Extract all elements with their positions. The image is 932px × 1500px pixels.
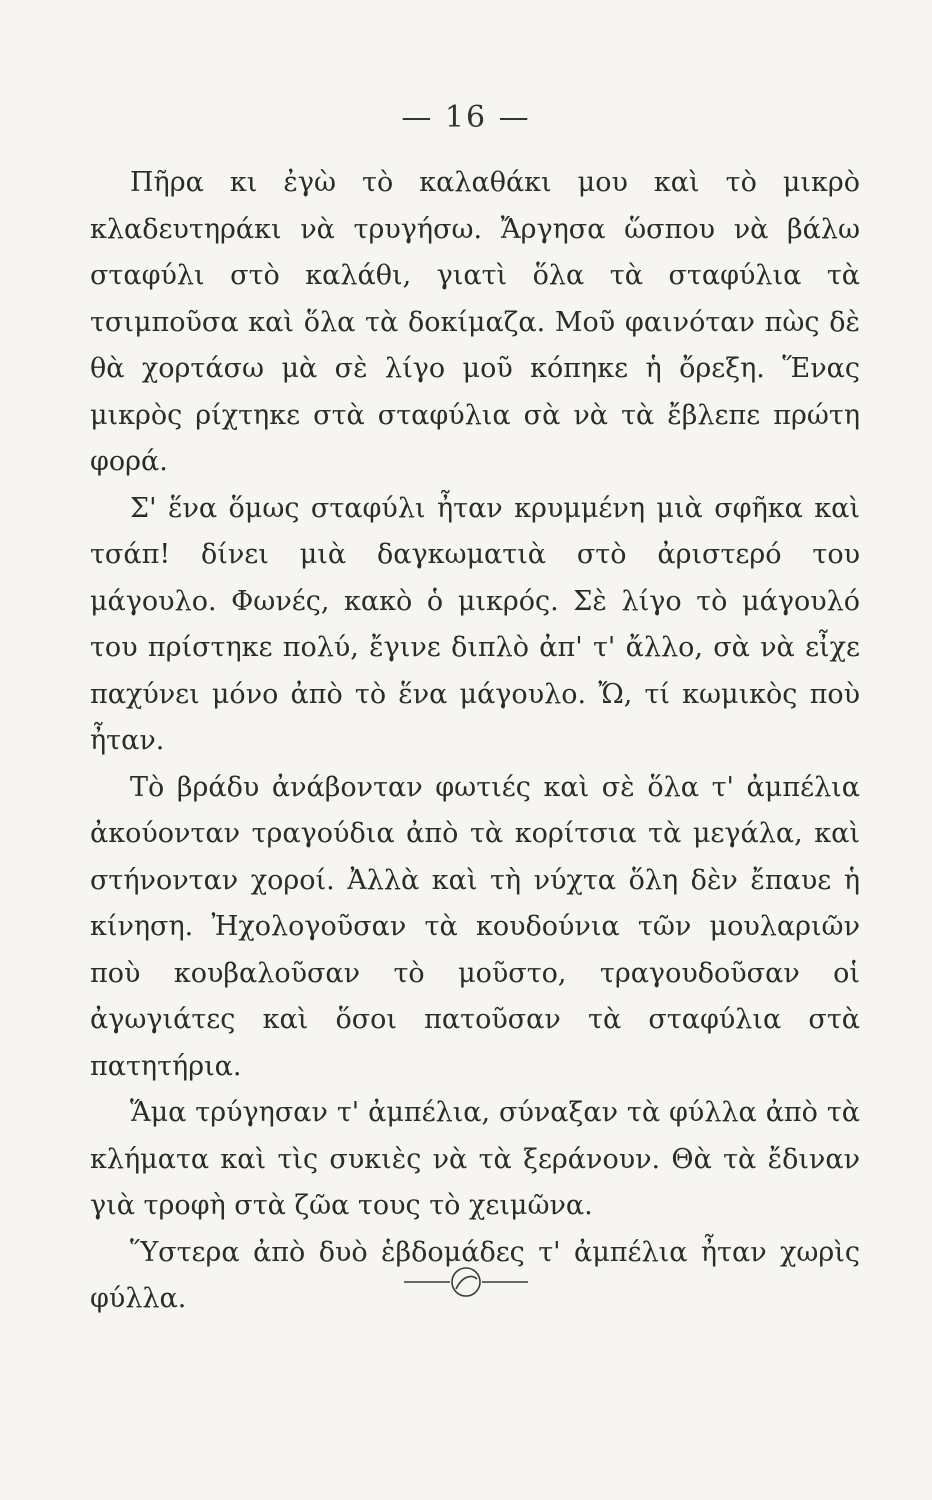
paragraph-4: Ἅμα τρύγησαν τ' ἀμπέλια, σύναξαν τὰ φύλλα ἀπὸ τὰ κλήματα καὶ τὶς συκιὲς νὰ τὰ ξεράνουν. Θὰ τὰ ἔδιναν γιὰ τροφὴ στὰ ζῶα τους τὸ χειμῶνα.: [90, 1097, 860, 1221]
paragraph-5: Ὕστερα ἀπὸ δυὸ ἑβδομάδες τ' ἀμπέλια ἦταν χωρὶς φύλλα.: [90, 1236, 860, 1314]
paragraph-2: Σ' ἕνα ὅμως σταφύλι ἦταν κρυμμένη μιὰ σφῆκα καὶ τσάπ! δίνει μιὰ δαγκωματιὰ στὸ ἀριστερό του μάγουλο. Φωνές, κακὸ ὁ μικρός. Σὲ λίγο τὸ μάγουλό του πρίστηκε πολύ, ἔγινε διπλὸ ἀπ' τ' ἄλλο, σὰ νὰ εἶχε παχύνει μόνο ἀπὸ τὸ ἕνα μάγουλο. Ὤ, τί κωμικὸς ποὺ ἦταν.: [90, 492, 860, 756]
divider-ornament-icon: [0, 1262, 932, 1302]
paragraph-3: Τὸ βράδυ ἀνάβονταν φωτιές καὶ σὲ ὅλα τ' ἀμπέλια ἀκούονταν τραγούδια ἀπὸ τὰ κορίτσια τὰ μεγάλα, καὶ στήνονταν χοροί. Ἀλλὰ καὶ τὴ νύχτα ὅλη δὲν ἔπαυε ἡ κίνηση. Ἠχολογοῦσαν τὰ κουδούνια τῶν μουλαριῶν ποὺ κουβαλοῦσαν τὸ μοῦστο, τραγουδοῦσαν οἱ ἀγωγιάτες καὶ ὅσοι πατοῦσαν τὰ σταφύλια στὰ πατητήρια.: [90, 771, 860, 1082]
paragraph-1: Πῆρα κι ἐγὼ τὸ καλαθάκι μου καὶ τὸ μικρὸ κλαδευτηράκι νὰ τρυγήσω. Ἄργησα ὥσπου νὰ βάλω σταφύλι στὸ καλάθι, γιατὶ ὅλα τὰ σταφύλια τὰ τσιμποῦσα καὶ ὅλα τὰ δοκίμαζα. Μοῦ φαινόταν πὼς δὲ θὰ χορτάσω μὰ σὲ λίγο μοῦ κόπηκε ἡ ὄρεξη. Ἕνας μικρὸς ρίχτηκε στὰ σταφύλια σὰ νὰ τὰ ἔβλεπε πρώτη φορά.: [90, 167, 860, 477]
body-text: [90, 160, 860, 1323]
page-number: — 16 —: [401, 100, 531, 135]
